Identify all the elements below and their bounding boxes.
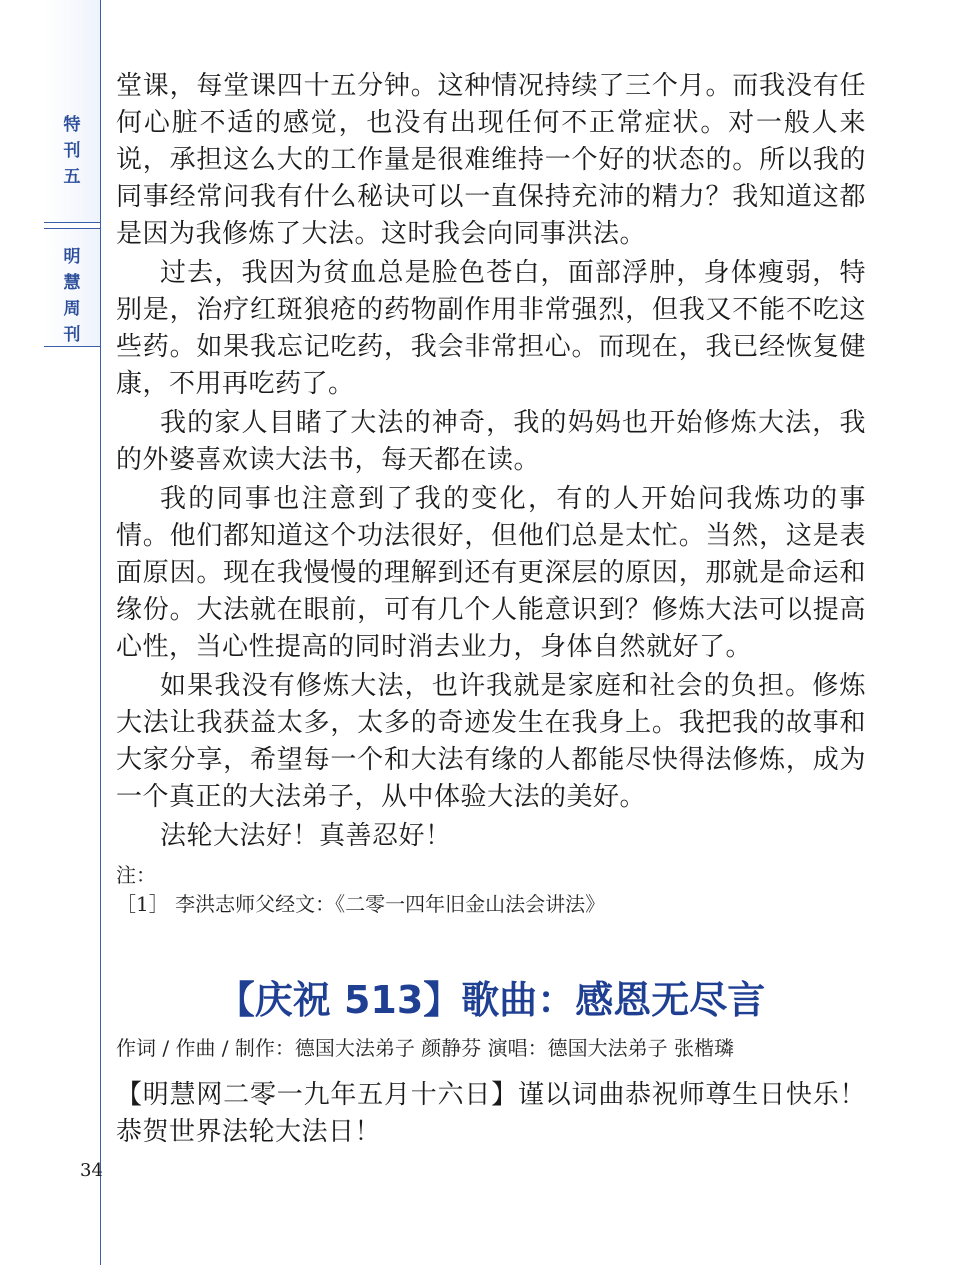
- body-paragraph: 过去，我因为贫血总是脸色苍白，面部浮肿，身体瘦弱，特别是，治疗红斑狼疮的药物副作用非常强烈，但我又不能不吃这些药。如果我忘记吃药，我会非常担心。而现在，我已经恢复健康，不用再吃药了。: [116, 258, 866, 399]
- footnotes: [116, 861, 866, 919]
- sidebar-char: 特: [63, 115, 81, 135]
- sidebar-char: 刊: [63, 325, 81, 345]
- sidebar-section-label: [44, 112, 100, 190]
- footnote-item: ［1］ 李洪志师父经文：《二零一四年旧金山法会讲法》: [116, 892, 606, 916]
- page-number: 34: [80, 1160, 103, 1181]
- sidebar-char: 周: [63, 299, 81, 319]
- left-margin-rule: [100, 0, 101, 1265]
- song-title: 【庆祝 513】歌曲：感恩无尽言: [216, 978, 766, 1022]
- song-lead-paragraph: 【明慧网二零一九年五月十六日】谨以词曲恭祝师尊生日快乐！恭贺世界法轮大法日！: [116, 1080, 866, 1147]
- body-paragraph: 我的家人目睹了大法的神奇，我的妈妈也开始修炼大法，我的外婆喜欢读大法书，每天都在读。: [116, 408, 866, 475]
- footnote-label: 注：: [116, 863, 156, 887]
- body-paragraph: 如果我没有修炼大法，也许我就是家庭和社会的负担。修炼大法让我获益太多，太多的奇迹发生在我身上。我把我的故事和大家分享，希望每一个和大法有缘的人都能尽快得法修炼，成为一个真正的大法弟子，从中体验大法的美好。: [116, 671, 866, 812]
- article-content: [116, 68, 866, 1151]
- sidebar-publication-label: [44, 244, 100, 348]
- sidebar-char: 五: [63, 167, 81, 187]
- body-paragraph: 我的同事也注意到了我的变化，有的人开始问我炼功的事情。他们都知道这个功法很好，但他们总是太忙。当然，这是表面原因。现在我慢慢的理解到还有更深层的原因，那就是命运和缘份。大法就在眼前，可有几个人能意识到？修炼大法可以提高心性，当心性提高的同时消去业力，身体自然就好了。: [116, 484, 866, 662]
- sidebar-char: 慧: [63, 273, 81, 293]
- song-credits: 作词 / 作曲 / 制作：德国大法弟子 颜静芬 演唱：德国大法弟子 张楷璘: [116, 1036, 734, 1060]
- sidebar-char: 明: [63, 247, 81, 267]
- body-paragraph: 堂课，每堂课四十五分钟。这种情况持续了三个月。而我没有任何心脏不适的感觉，也没有出现任何不正常症状。对一般人来说，承担这么大的工作量是很难维持一个好的状态的。所以我的同事经常问我有什么秘诀可以一直保持充沛的精力？我知道这都是因为我修炼了大法。这时我会向同事洪法。: [116, 71, 866, 249]
- sidebar-char: 刊: [63, 141, 81, 161]
- body-paragraph: 法轮大法好！真善忍好！: [160, 821, 452, 851]
